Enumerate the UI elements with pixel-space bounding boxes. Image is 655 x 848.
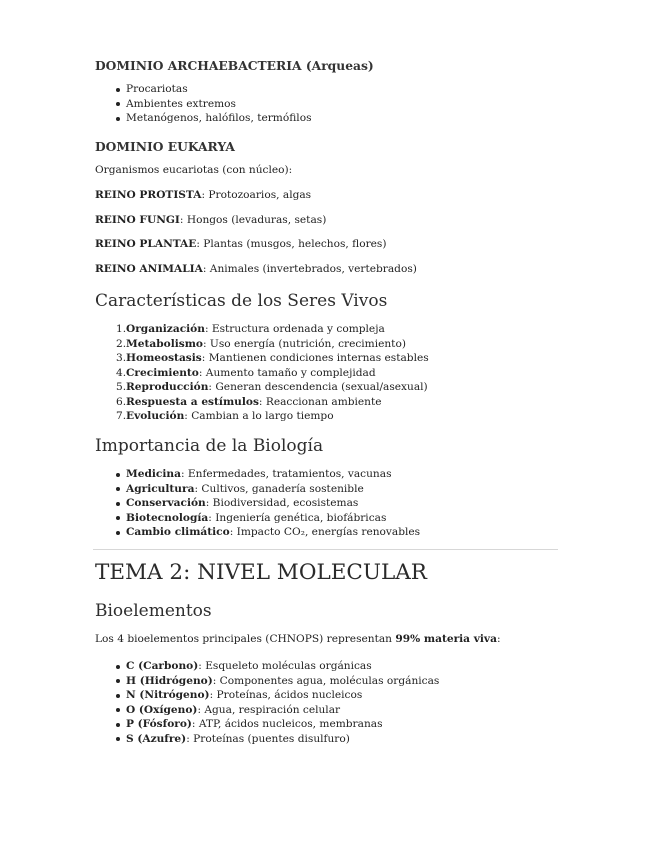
bullet-icon: [116, 502, 120, 506]
list-item: 3. Homeostasis: Mantienen condiciones internas estables: [116, 352, 429, 364]
list-item: Procariotas: [95, 82, 312, 97]
kingdom-animalia: REINO ANIMALIA: Animales (invertebrados, vertebrados): [95, 263, 417, 275]
list-item: 5. Reproducción: Generan descendencia (sexual/asexual): [116, 381, 428, 393]
bullet-icon: [116, 723, 120, 727]
bullet-icon: [116, 473, 120, 477]
kingdom-protista: REINO PROTISTA: Protozoarios, algas: [95, 189, 312, 201]
bioelementos-heading: Bioelementos: [95, 601, 212, 621]
tema2-heading: TEMA 2: NIVEL MOLECULAR: [95, 560, 427, 585]
list-item: 7. Evolución: Cambian a lo largo tiempo: [116, 410, 334, 422]
kingdom-fungi: REINO FUNGI: Hongos (levaduras, setas): [95, 214, 327, 226]
bullet-icon: [116, 88, 120, 92]
archaea-heading: DOMINIO ARCHAEBACTERIA (Arqueas): [95, 58, 374, 73]
list-item: H (Hidrógeno): Componentes agua, moléculas orgánicas: [95, 674, 439, 689]
bullet-icon: [116, 694, 120, 698]
list-item: Conservación: Biodiversidad, ecosistemas: [95, 496, 420, 511]
bullet-icon: [116, 102, 120, 106]
list-item: 4. Crecimiento: Aumento tamaño y complejidad: [116, 366, 376, 379]
list-item: Agricultura: Cultivos, ganadería sostenible: [95, 482, 420, 497]
bullet-icon: [116, 737, 120, 741]
archaea-list: [95, 82, 312, 126]
importancia-heading: Importancia de la Biología: [95, 436, 324, 456]
bullet-icon: [116, 708, 120, 712]
bullet-icon: [116, 679, 120, 683]
list-item: 1. Organización: Estructura ordenada y compleja: [116, 323, 385, 335]
eukarya-intro: Organismos eucariotas (con núcleo):: [95, 164, 293, 176]
caracteristicas-heading: Características de los Seres Vivos: [95, 291, 388, 311]
list-item: 2. Metabolismo: Uso energía (nutrición, crecimiento): [116, 337, 406, 350]
list-item: O (Oxígeno): Agua, respiración celular: [95, 703, 439, 718]
caracteristicas-list: [95, 322, 429, 424]
list-item: C (Carbono): Esqueleto moléculas orgánicas: [95, 659, 439, 674]
list-item: S (Azufre): Proteínas (puentes disulfuro): [95, 732, 439, 747]
eukarya-heading: DOMINIO EUKARYA: [95, 139, 235, 154]
list-item: Cambio climático: Impacto CO₂, energías renovables: [95, 525, 420, 540]
bullet-icon: [116, 531, 120, 535]
list-item: Medicina: Enfermedades, tratamientos, vacunas: [95, 467, 420, 482]
list-item: Biotecnología: Ingeniería genética, biofábricas: [95, 511, 420, 526]
list-item: P (Fósforo): ATP, ácidos nucleicos, membranas: [95, 717, 439, 732]
bullet-icon: [116, 516, 120, 520]
bullet-icon: [116, 117, 120, 121]
list-item: 6. Respuesta a estímulos: Reaccionan ambiente: [116, 395, 382, 408]
bioelementos-intro: Los 4 bioelementos principales (CHNOPS) representan 99% materia viva:: [95, 633, 501, 645]
list-item: Metanógenos, halófilos, termófilos: [95, 111, 312, 126]
list-item: Ambientes extremos: [95, 97, 312, 112]
importancia-list: [95, 467, 420, 540]
bullet-icon: [116, 665, 120, 669]
bioelementos-list: [95, 659, 439, 746]
kingdom-plantae: REINO PLANTAE: Plantas (musgos, helechos, flores): [95, 238, 387, 250]
list-item: N (Nitrógeno): Proteínas, ácidos nucleicos: [95, 688, 439, 703]
section-divider: [93, 549, 558, 550]
bullet-icon: [116, 487, 120, 491]
